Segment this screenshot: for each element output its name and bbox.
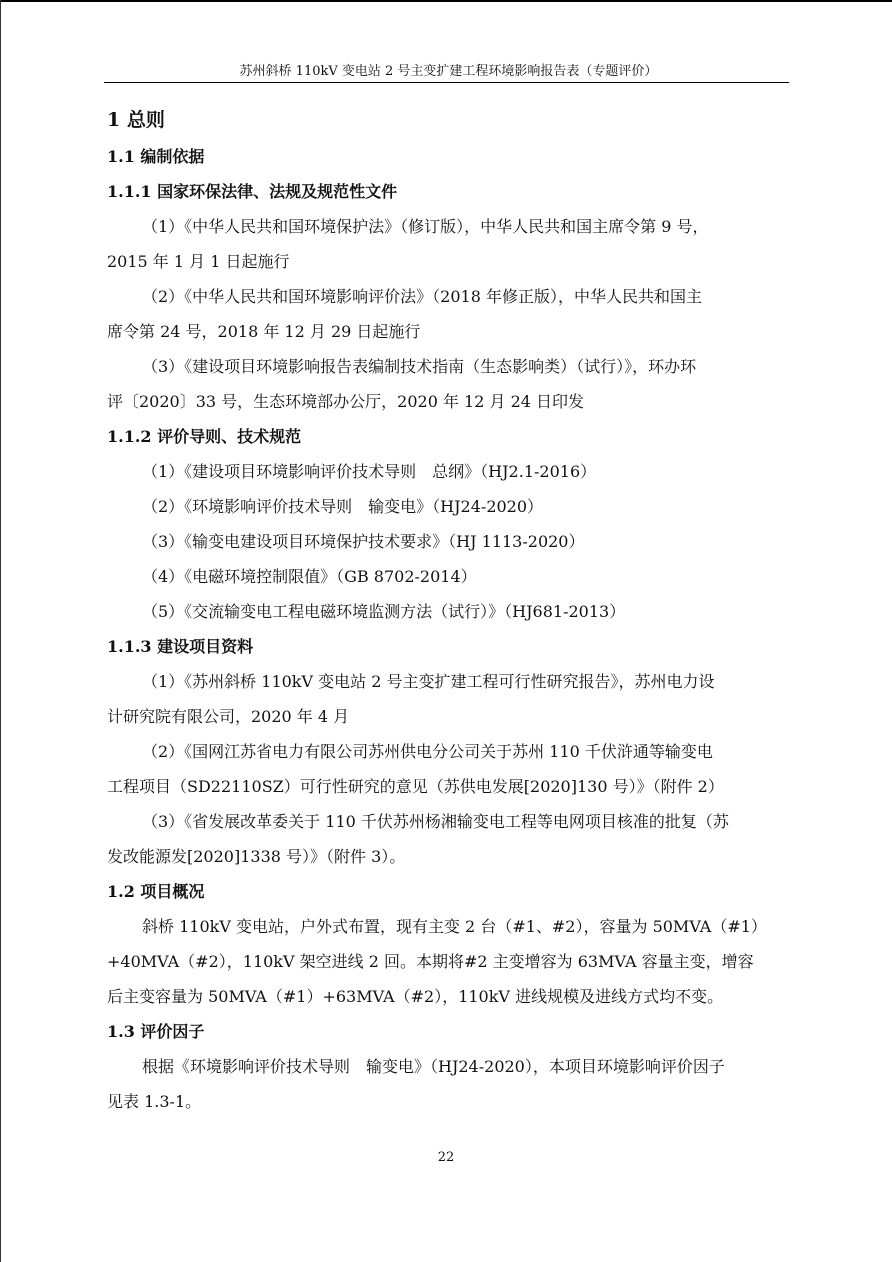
project-overview-line-2: +40MVA（#2），110kV 架空进线 2 回。本期将#2 主变增容为 63MVA 容量主变，增容 xyxy=(107,952,754,971)
running-header: 苏州斜桥 110kV 变电站 2 号主变扩建工程环境影响报告表（专题评价） xyxy=(239,64,658,79)
law-item-2-line-1: （2）《中华人民共和国环境影响评价法》（2018 年修正版），中华人民共和国主 xyxy=(142,287,702,306)
project-doc-item-2-line-1: （2）《国网江苏省电力有限公司苏州供电分公司关于苏州 110 千伏浒通等输变电 xyxy=(142,742,713,761)
law-item-3-line-2: 评〔2020〕33 号，生态环境部办公厅，2020 年 12 月 24 日印发 xyxy=(107,392,585,411)
standard-item-5: （5）《交流输变电工程电磁环境监测方法（试行）》（HJ681-2013） xyxy=(142,602,626,621)
evaluation-factor-line-2: 见表 1.3-1。 xyxy=(107,1092,202,1111)
law-item-3-line-1: （3）《建设项目环境影响报告表编制技术指南（生态影响类）（试行）》，环办环 xyxy=(142,357,697,376)
project-doc-item-3-line-2: 发改能源发[2020]1338 号）》（附件 3）。 xyxy=(107,847,406,866)
standard-item-1: （1）《建设项目环境影响评价技术导则 总纲》（HJ2.1-2016） xyxy=(142,462,597,481)
standard-item-4: （4）《电磁环境控制限值》（GB 8702-2014） xyxy=(142,567,477,586)
law-item-1-line-2: 2015 年 1 月 1 日起施行 xyxy=(107,252,290,271)
project-overview-line-3: 后主变容量为 50MVA（#1）+63MVA（#2），110kV 进线规模及进线方式均不变。 xyxy=(107,987,724,1006)
page-top-border xyxy=(0,0,892,2)
section-title-1-1-2: 1.1.2 评价导则、技术规范 xyxy=(107,427,302,446)
page-left-border xyxy=(0,0,1,1262)
law-item-2-line-2: 席令第 24 号，2018 年 12 月 29 日起施行 xyxy=(107,322,421,341)
section-title-1-3: 1.3 评价因子 xyxy=(107,1022,205,1041)
project-doc-item-1-line-1: （1）《苏州斜桥 110kV 变电站 2 号主变扩建工程可行性研究报告》，苏州电力设 xyxy=(142,672,715,691)
project-doc-item-3-line-1: （3）《省发展改革委关于 110 千伏苏州杨湘输变电工程等电网项目核准的批复（苏 xyxy=(142,812,729,831)
project-doc-item-1-line-2: 计研究院有限公司，2020 年 4 月 xyxy=(107,707,350,726)
project-overview-paragraph xyxy=(107,909,789,1014)
section-title-1-1-3: 1.1.3 建设项目资料 xyxy=(107,637,254,656)
project-doc-item-2 xyxy=(107,734,789,804)
evaluation-factor-paragraph xyxy=(107,1049,789,1119)
law-item-1-line-1: （1）《中华人民共和国环境保护法》（修订版），中华人民共和国主席令第 9 号， xyxy=(142,217,709,236)
section-title-1-1-1: 1.1.1 国家环保法律、法规及规范性文件 xyxy=(107,182,398,201)
project-doc-item-3 xyxy=(107,804,789,874)
section-title-1-1: 1.1 编制依据 xyxy=(107,147,205,166)
page-number: 22 xyxy=(437,1150,455,1165)
project-doc-item-1 xyxy=(107,664,789,734)
project-overview-line-1: 斜桥 110kV 变电站，户外式布置，现有主变 2 台（#1、#2），容量为 50MVA（#1） xyxy=(142,917,767,936)
evaluation-factor-line-1: 根据《环境影响评价技术导则 输变电》（HJ24-2020），本项目环境影响评价因子 xyxy=(142,1057,725,1076)
law-item-3 xyxy=(107,349,789,419)
standard-item-3: （3）《输变电建设项目环境保护技术要求》（HJ 1113-2020） xyxy=(142,532,585,551)
section-title-1-2: 1.2 项目概况 xyxy=(107,882,205,901)
chapter-title: 1 总则 xyxy=(107,109,165,131)
standard-item-2: （2）《环境影响评价技术导则 输变电》（HJ24-2020） xyxy=(142,497,544,516)
law-item-1 xyxy=(107,209,789,279)
law-item-2 xyxy=(107,279,789,349)
page-body xyxy=(107,104,789,1119)
header-rule xyxy=(104,82,789,83)
project-doc-item-2-line-2: 工程项目（SD22110SZ）可行性研究的意见（苏供电发展[2020]130 号）》（附件 2） xyxy=(107,777,724,796)
